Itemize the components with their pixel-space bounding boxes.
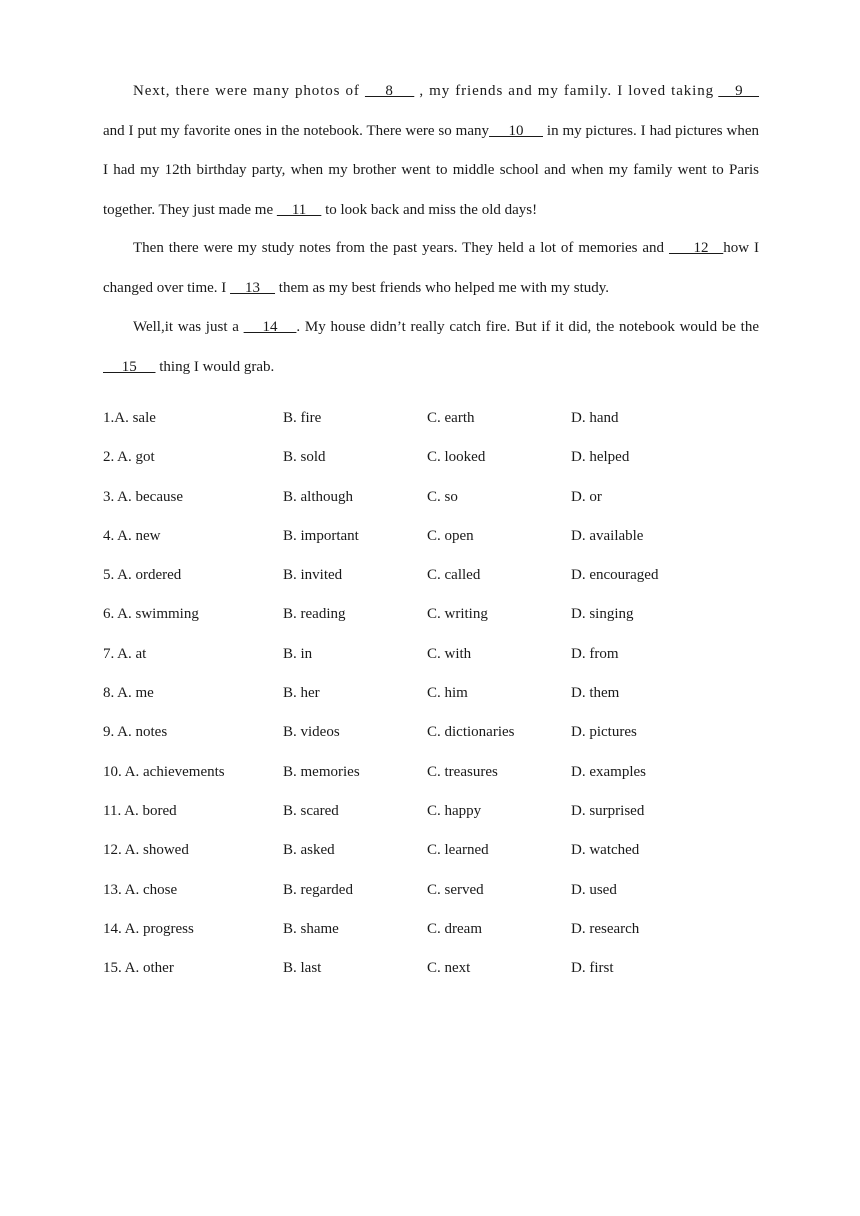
option-c: C. learned	[427, 842, 489, 859]
question-row	[103, 438, 763, 477]
text-segment: , my friends and my family. I loved taking	[419, 83, 715, 99]
option-b: B. although	[283, 488, 353, 505]
question-row	[103, 399, 763, 438]
option-a: 14. A. progress	[103, 920, 194, 937]
option-b: B. videos	[283, 724, 340, 741]
option-c: C. called	[427, 567, 481, 584]
blank-12: 12	[668, 240, 724, 256]
option-a: 13. A. chose	[103, 881, 178, 898]
option-a: 1.A. sale	[103, 410, 156, 426]
blank-9: 9	[718, 83, 760, 99]
blank-15: 15	[103, 358, 156, 375]
blank-13: 13	[230, 279, 276, 296]
option-d: D. examples	[571, 763, 646, 780]
paragraph-text	[133, 83, 714, 99]
option-b: B. her	[283, 685, 320, 702]
passage-paragraph-1	[103, 72, 759, 230]
option-a: 3. A. because	[103, 488, 183, 505]
option-b: B. fire	[283, 410, 322, 426]
text-segment: and I put my favorite ones in the notebook. There were so many	[103, 122, 489, 139]
option-c: C. writing	[427, 606, 488, 623]
option-d: D. watched	[571, 842, 640, 859]
option-c: C. earth	[427, 410, 475, 426]
blank-8: 8	[364, 83, 415, 99]
option-d: D. available	[571, 527, 644, 544]
option-d: D. hand	[571, 410, 619, 426]
option-d: D. encouraged	[571, 567, 659, 584]
question-row	[103, 674, 763, 713]
option-c: C. served	[427, 881, 484, 898]
option-d: D. first	[571, 960, 614, 977]
option-a: 12. A. showed	[103, 842, 189, 859]
option-c: C. next	[427, 960, 471, 977]
blank-14: 14	[243, 319, 297, 335]
option-d: D. pictures	[571, 724, 637, 741]
option-b: B. important	[283, 527, 359, 544]
option-a: 2. A. got	[103, 449, 155, 466]
passage-paragraph-2	[103, 229, 759, 308]
text-segment: in my pictures. I had pictures when I had my 12th birthday party, when my brother went to middle school and when my family went to Paris together. They just made me	[103, 122, 759, 218]
text-segment: thing I would grab.	[159, 358, 275, 375]
text-segment: them as my best friends who helped me with my study.	[278, 279, 610, 296]
option-d: D. helped	[571, 449, 630, 466]
text-segment: . My house didn’t really catch fire. But if it did, the notebook would be the	[296, 319, 760, 335]
option-c: C. looked	[427, 449, 486, 466]
option-a: 6. A. swimming	[103, 606, 199, 623]
option-b: B. in	[283, 645, 313, 662]
option-c: C. so	[427, 488, 458, 505]
option-c: C. dream	[427, 920, 482, 937]
question-row	[103, 910, 763, 949]
option-d: D. from	[571, 645, 619, 662]
option-d: D. or	[571, 488, 602, 505]
option-a: 9. A. notes	[103, 724, 168, 741]
option-b: B. memories	[283, 763, 360, 780]
text-segment: Then there were my study notes from the past years. They held a lot of memories and	[133, 240, 665, 256]
option-b: B. scared	[283, 802, 339, 819]
question-row	[103, 713, 763, 752]
passage-paragraph-3	[103, 308, 759, 387]
question-row	[103, 635, 763, 674]
option-c: C. open	[427, 527, 474, 544]
option-b: B. sold	[283, 449, 326, 466]
option-a: 10. A. achievements	[103, 763, 225, 780]
option-d: D. used	[571, 881, 617, 898]
text-segment: to look back and miss the old days!	[325, 201, 538, 218]
option-a: 11. A. bored	[103, 802, 177, 819]
question-row	[103, 949, 763, 988]
option-b: B. asked	[283, 842, 335, 859]
question-row	[103, 478, 763, 517]
question-row	[103, 831, 763, 870]
text-segment: Next, there were many photos of	[133, 83, 360, 99]
option-b: B. invited	[283, 567, 343, 584]
question-row	[103, 556, 763, 595]
option-d: D. singing	[571, 606, 634, 623]
option-c: C. him	[427, 685, 468, 702]
option-b: B. shame	[283, 920, 339, 937]
option-a: 5. A. ordered	[103, 567, 182, 584]
question-row	[103, 517, 763, 556]
question-row	[103, 753, 763, 792]
question-row	[103, 871, 763, 910]
option-d: D. research	[571, 920, 640, 937]
option-a: 15. A. other	[103, 960, 174, 977]
option-b: B. last	[283, 960, 322, 977]
text-segment: Well,it was just a	[133, 319, 239, 335]
blank-11: 11	[276, 201, 322, 218]
blank-10: 10	[489, 122, 543, 139]
option-c: C. happy	[427, 802, 482, 819]
option-a: 8. A. me	[103, 685, 154, 702]
option-a: 7. A. at	[103, 645, 147, 662]
option-d: D. them	[571, 685, 620, 702]
option-c: C. dictionaries	[427, 724, 515, 741]
answer-options	[103, 399, 763, 988]
option-b: B. reading	[283, 606, 346, 623]
text-segment: how I changed over time. I	[103, 240, 760, 296]
question-row	[103, 595, 763, 634]
question-row	[103, 792, 763, 831]
option-c: C. with	[427, 645, 472, 662]
option-c: C. treasures	[427, 763, 498, 780]
option-a: 4. A. new	[103, 527, 161, 544]
option-d: D. surprised	[571, 802, 645, 819]
option-b: B. regarded	[283, 881, 353, 898]
